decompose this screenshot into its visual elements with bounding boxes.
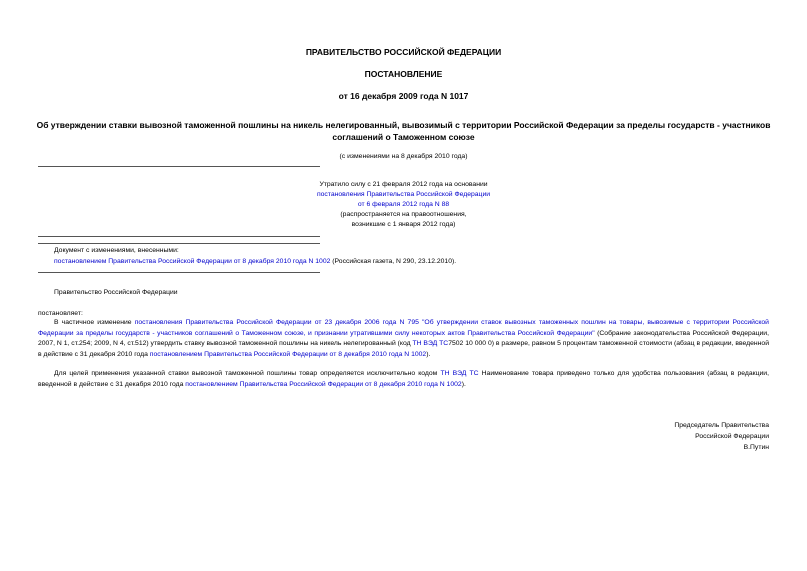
paragraph-1: В частичное изменение постановления Правительства Российской Федерации от 23 декабря 2006 года N 795 "Об утверждении ставок вывозных таможенных пошлин на товары, вывозимые с территории Российской Федерации за пределы государств - участников соглашений о Таможенном союзе, и признании утратившими силу некоторых актов Правительства Российской Федерации" (Собрание законодательства Российской Федерации, 2007, N 1, ст.254; 2009, N 4, ст.512) утвердить ставку вывозной таможенной пошлины на никель нелегированный (код ТН ВЭД ТС7502 10 000 0) в размере, равном 5 процентам таможенной стоимости (абзац в редакции, введенной в действие с 31 декабря 2010 года постановлением Правительства Российской Федерации от 8 декабря 2010 года N 1002). bbox=[38, 319, 769, 358]
changes-source: (Российская газета, N 290, 23.12.2010). bbox=[330, 258, 457, 265]
paragraph-2: Для целей применения указанной ставки вывозной таможенной пошлины товар определяется исключительно кодом ТН ВЭД ТС Наименование товара приведено только для удобства пользования (абзац в редакции, введенной в действие с 31 декабря 2010 года постановлением Правительства Российской Федерации от 8 декабря 2010 года N 1002). bbox=[38, 370, 769, 388]
invalid-notice-line4: (распространяется на правоотношения, bbox=[340, 211, 467, 218]
divider bbox=[38, 272, 320, 273]
doc-type-heading: ПОСТАНОВЛЕНИЕ bbox=[364, 69, 443, 79]
link-tn-ved-ts[interactable]: ТН ВЭД ТС bbox=[440, 370, 479, 377]
issuer-text: Правительство Российской Федерации bbox=[54, 289, 178, 296]
link-postanovlenie-795[interactable]: постановления Правительства Российской Федерации от 23 декабря 2006 года N 795 "Об утверждении ставок вывозных таможенных пошлин на товары, вывозимые с территории Российской Федерации за пределы государств - участников соглашений о Таможенном союзе, и признании утратившими силу некоторых актов Правительства Российской Федерации" bbox=[38, 319, 769, 337]
changes-line bbox=[54, 257, 774, 268]
signature-line2: Российской Федерации bbox=[695, 433, 769, 440]
date-number-heading: от 16 декабря 2009 года N 1017 bbox=[338, 91, 469, 101]
government-heading: ПРАВИТЕЛЬСТВО РОССИЙСКОЙ ФЕДЕРАЦИИ bbox=[305, 47, 502, 57]
invalid-notice-line5: возникшие с 1 января 2012 года) bbox=[351, 221, 456, 228]
signature-line1: Председатель Правительства bbox=[674, 422, 769, 429]
invalid-notice-line1: Утратило силу с 21 февраля 2012 года на основании bbox=[319, 181, 488, 188]
divider bbox=[38, 236, 320, 237]
changes-label: Документ с изменениями, внесенными: bbox=[54, 247, 179, 254]
divider bbox=[38, 166, 320, 167]
amended-note: (с изменениями на 8 декабря 2010 года) bbox=[339, 153, 468, 160]
decides-text: постановляет: bbox=[38, 310, 83, 317]
link-postanovlenie-1002[interactable]: постановлением Правительства Российской Федерации от 8 декабря 2010 года N 1002 bbox=[149, 350, 427, 358]
invalid-notice-link2[interactable]: от 6 февраля 2012 года N 88 bbox=[357, 201, 450, 208]
changes-link[interactable]: постановлением Правительства Российской Федерации от 8 декабря 2010 года N 1002 bbox=[54, 258, 331, 265]
invalid-notice-link1[interactable]: постановления Правительства Российской Федерации bbox=[316, 191, 491, 198]
divider bbox=[38, 243, 320, 244]
signature-line3: В.Путин bbox=[743, 444, 769, 451]
document-title: Об утверждении ставки вывозной таможенной пошлины на никель нелегированный, вывозимый с территории Российской Федерации за пределы государств - участников соглашений о Таможенном союзе bbox=[36, 120, 771, 142]
link-postanovlenie-1002[interactable]: постановлением Правительства Российской Федерации от 8 декабря 2010 года N 1002 bbox=[185, 380, 462, 388]
link-tn-ved-ts[interactable]: ТН ВЭД ТС bbox=[412, 340, 449, 348]
